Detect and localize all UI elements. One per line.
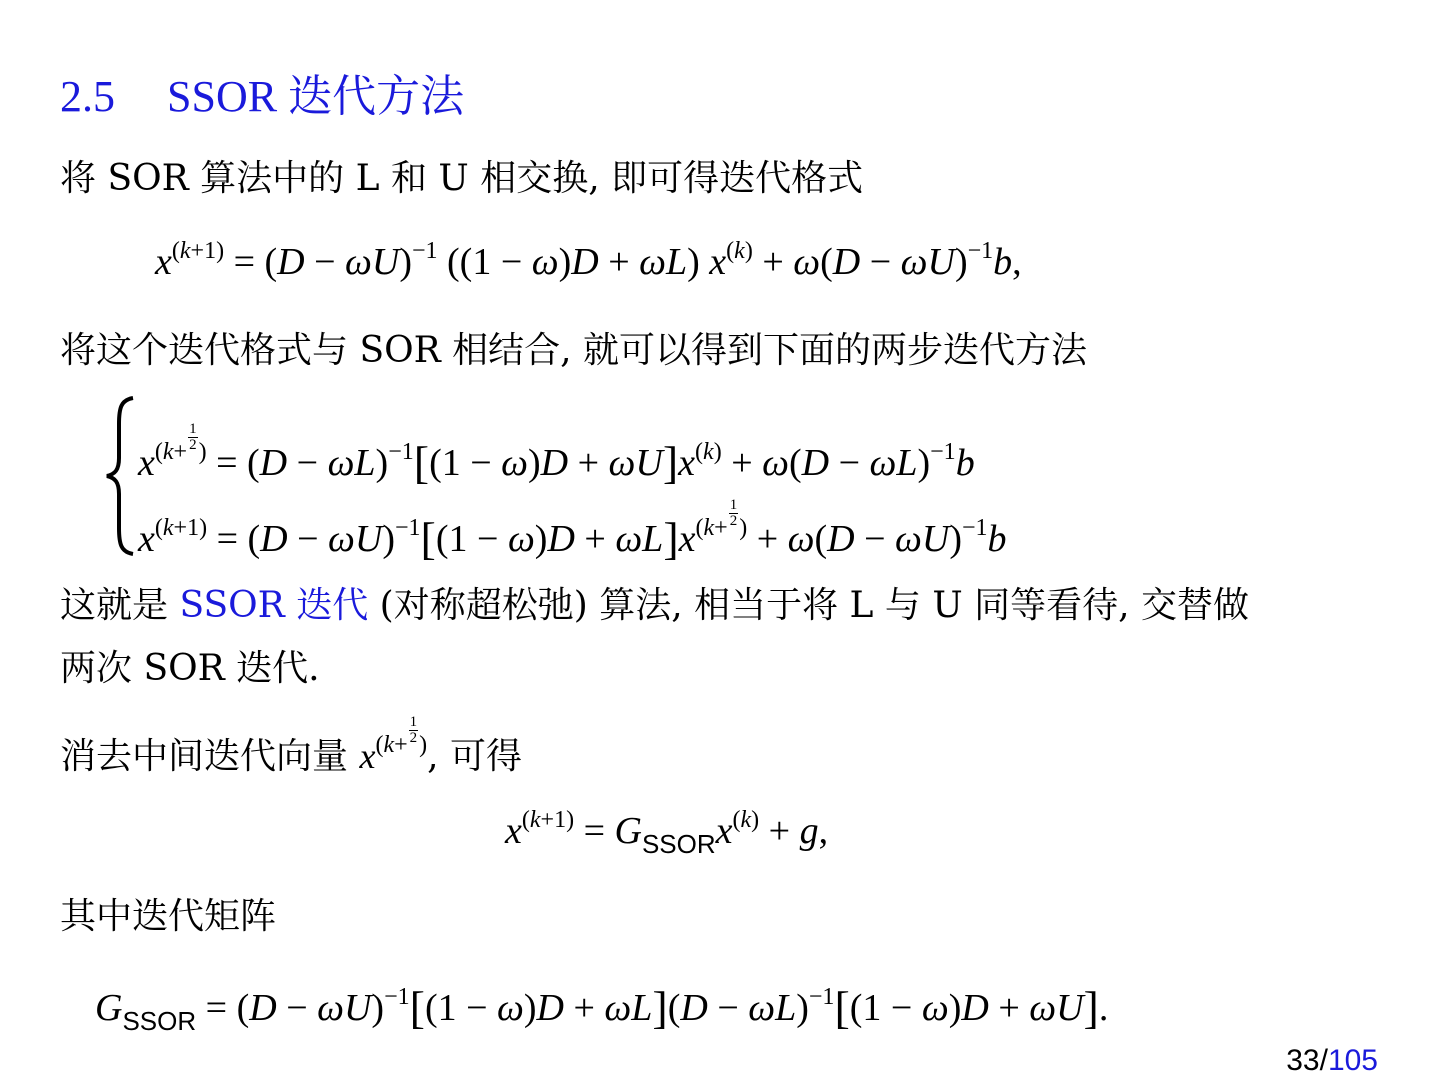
equation-1: $x^{(k+1)} = (D - \omega U)^{-1}$ ((1 − ω)D + ωL) $x^{(k)} + \omega(D - \omega U)^{-1}b$, — [155, 238, 1022, 283]
paragraph-3-prefix: 这就是 — [60, 585, 180, 626]
paragraph-3-line-2: 两次 SOR 迭代. — [60, 648, 320, 689]
equation-3: $x^{(k+1)} = G_{SSOR}x^{(k)} + g$, — [505, 807, 829, 859]
page-number — [1286, 1044, 1378, 1078]
page-total-link[interactable]: 105 — [1327, 1044, 1378, 1077]
ssor-link[interactable]: SSOR 迭代 — [179, 585, 369, 626]
paragraph-3-suffix: (对称超松弛) 算法, 相当于将 L 与 U 同等看待, 交替做 — [368, 585, 1249, 626]
equation-2a: $x^{(k+ \frac{1}{2} )} = (D - \omega L)^{-1}[(1 - \omega)D + \omega U]x^{(k)} + \omega(D - \omega L)^{-1}b$ — [138, 421, 975, 488]
paragraph-5: 其中迭代矩阵 — [60, 896, 277, 937]
equation-4: $G_{SSOR} = (D - \omega U)^{-1}[(1 - \omega)D + \omega L](D - \omega L)^{-1}[(1 - \omega)D + \omega U]$. — [95, 982, 1109, 1036]
left-brace — [103, 396, 139, 556]
equation-2b: $x^{(k+1)} = (D - \omega U)^{-1}[(1 - \omega)D + \omega L]x^{(k+ \frac{1}{2} )} + \omega(D - \omega U)^{-1}b$ — [138, 497, 1007, 564]
page-separator: / — [1319, 1044, 1328, 1077]
paragraph-4-prefix: 消去中间迭代向量 — [60, 736, 360, 777]
paragraph-2: 将这个迭代格式与 SOR 相结合, 就可以得到下面的两步迭代方法 — [60, 330, 1088, 371]
paragraph-4 — [60, 715, 522, 786]
paragraph-3 — [60, 577, 1249, 635]
inline-math-xk-half: $x^{(k+ \frac{1}{2} )}$ — [359, 714, 428, 776]
section-title-text: SSOR 迭代方法 — [167, 72, 465, 121]
paragraph-1: 将 SOR 算法中的 L 和 U 相交换, 即可得迭代格式 — [60, 158, 864, 199]
paragraph-4-suffix: , 可得 — [427, 736, 523, 777]
section-title — [60, 60, 464, 124]
page-current: 33 — [1286, 1044, 1320, 1077]
section-number: 2.5 — [60, 72, 115, 121]
